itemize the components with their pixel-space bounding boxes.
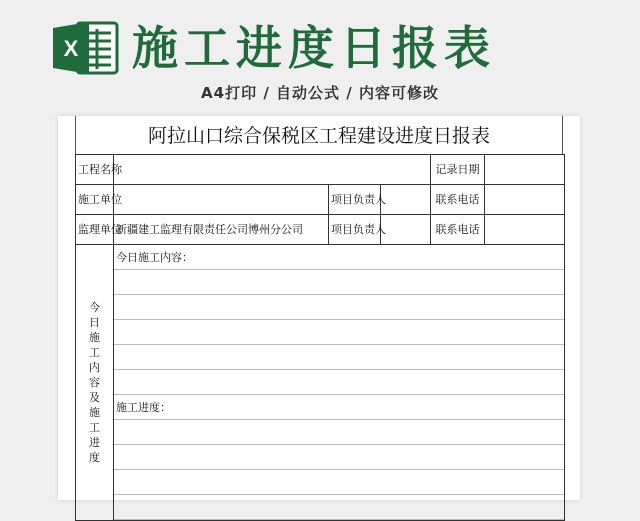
content-area[interactable] xyxy=(114,245,565,521)
content-line[interactable] xyxy=(114,445,564,470)
contact-phone-label: 联系电话 xyxy=(431,185,485,215)
report-sheet xyxy=(58,116,580,500)
table-row xyxy=(76,215,565,245)
report-title: 阿拉山口综合保税区工程建设进度日报表 xyxy=(75,116,563,154)
contact-phone-field[interactable] xyxy=(485,185,565,215)
today-content-label: 今日施工内容： xyxy=(114,245,564,270)
record-date-field[interactable] xyxy=(485,155,565,185)
svg-text:X: X xyxy=(63,36,79,61)
project-name-field[interactable] xyxy=(114,155,431,185)
header-banner xyxy=(0,0,640,118)
project-lead-label: 项目负责人 xyxy=(329,185,381,215)
supervision-phone-field[interactable] xyxy=(485,215,565,245)
banner-subtitle: A4打印 / 自动公式 / 内容可修改 xyxy=(201,84,439,102)
report-table xyxy=(75,154,565,521)
content-line[interactable] xyxy=(114,345,564,370)
project-lead-field[interactable] xyxy=(381,185,431,215)
progress-label: 施工进度： xyxy=(114,395,564,420)
content-line[interactable] xyxy=(114,320,564,345)
excel-icon xyxy=(53,19,119,77)
supervision-unit-label: 监理单位 xyxy=(76,215,114,245)
table-row xyxy=(76,185,565,215)
side-label: 今日施工内容及施工进度 xyxy=(89,301,100,464)
side-label-cell xyxy=(76,245,114,521)
content-line[interactable] xyxy=(114,470,564,495)
content-line[interactable] xyxy=(114,370,564,395)
construction-unit-field[interactable] xyxy=(114,185,329,215)
content-line[interactable] xyxy=(114,495,564,520)
construction-unit-label: 施工单位 xyxy=(76,185,114,215)
table-row xyxy=(76,155,565,185)
supervision-lead-label: 项目负责人 xyxy=(329,215,381,245)
supervision-phone-label: 联系电话 xyxy=(431,215,485,245)
content-line[interactable] xyxy=(114,420,564,445)
banner-title: 施工进度日报表 xyxy=(132,21,496,75)
table-row xyxy=(76,245,565,521)
supervision-lead-field[interactable] xyxy=(381,215,431,245)
content-line[interactable] xyxy=(114,270,564,295)
supervision-unit-field[interactable]: 新疆建工监理有限责任公司博州分公司 xyxy=(114,215,329,245)
content-line[interactable] xyxy=(114,295,564,320)
project-name-label: 工程名称 xyxy=(76,155,114,185)
record-date-label: 记录日期 xyxy=(431,155,485,185)
